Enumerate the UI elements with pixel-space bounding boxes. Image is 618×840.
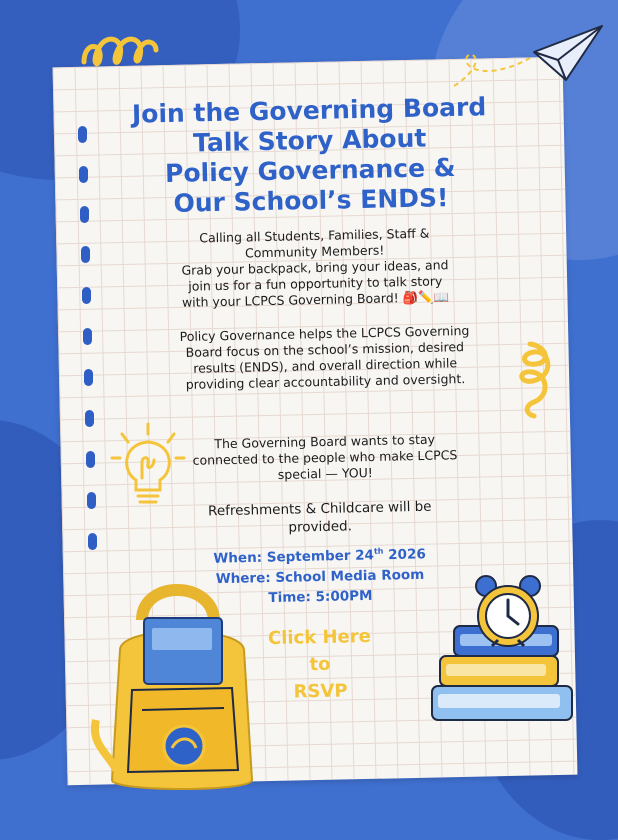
intro-paragraph bbox=[149, 225, 481, 312]
connect-paragraph bbox=[180, 431, 471, 485]
binder-hole bbox=[81, 246, 90, 263]
squiggle-icon bbox=[80, 32, 160, 72]
binder-hole bbox=[79, 166, 88, 183]
binder-hole bbox=[84, 369, 93, 386]
connect-line: special — YOU! bbox=[277, 465, 373, 482]
binder-hole bbox=[86, 451, 95, 468]
title-line: Policy Governance & bbox=[164, 152, 456, 189]
title-line: Join the Governing Board bbox=[131, 92, 487, 129]
binder-hole bbox=[78, 126, 87, 143]
paper-plane-icon bbox=[450, 20, 610, 100]
policy-line: providing clear accountability and oversight. bbox=[185, 371, 466, 392]
refreshments-paragraph bbox=[190, 497, 451, 538]
rsvp-line: Click Here bbox=[267, 625, 372, 650]
binder-hole bbox=[82, 287, 91, 304]
title-line: Our School’s ENDS! bbox=[173, 183, 449, 218]
squiggle-icon bbox=[500, 340, 560, 420]
rsvp-line: RSVP bbox=[293, 680, 348, 703]
binder-hole bbox=[85, 410, 94, 427]
policy-line: results (ENDS), and overall direction while bbox=[193, 355, 458, 376]
intro-line: Calling all Students, Families, Staff & bbox=[199, 225, 430, 246]
policy-line: Board focus on the school’s mission, desired bbox=[185, 339, 465, 360]
page-title bbox=[99, 92, 521, 221]
binder-hole bbox=[88, 533, 97, 550]
event-time: Time: 5:00PM bbox=[268, 587, 373, 606]
event-details bbox=[169, 540, 470, 610]
event-when: When: September 24th 2026 bbox=[213, 546, 426, 567]
lightbulb-icon bbox=[108, 422, 188, 512]
rsvp-link[interactable] bbox=[239, 622, 401, 706]
connect-line: The Governing Board wants to stay bbox=[214, 431, 436, 452]
policy-line: Policy Governance helps the LCPCS Governing bbox=[179, 322, 470, 345]
refreshments-line: Refreshments & Childcare will be bbox=[207, 498, 432, 520]
intro-line: join us for a fun opportunity to talk story bbox=[188, 273, 443, 294]
intro-line: Grab your backpack, bring your ideas, and bbox=[181, 257, 449, 278]
binder-hole bbox=[87, 492, 96, 509]
rsvp-line: to bbox=[309, 653, 331, 676]
event-where: Where: School Media Room bbox=[215, 566, 425, 587]
alarm-clock-icon bbox=[468, 572, 548, 652]
title-line: Talk Story About bbox=[192, 123, 427, 158]
policy-paragraph bbox=[159, 323, 490, 394]
intro-line: with your LCPCS Governing Board! 🎒✏️📖 bbox=[181, 289, 450, 310]
connect-line: connected to the people who make LCPCS bbox=[192, 447, 458, 468]
binder-hole bbox=[80, 206, 89, 223]
intro-line: Community Members! bbox=[244, 242, 385, 261]
binder-hole bbox=[83, 328, 92, 345]
refreshments-line: provided. bbox=[288, 518, 353, 536]
